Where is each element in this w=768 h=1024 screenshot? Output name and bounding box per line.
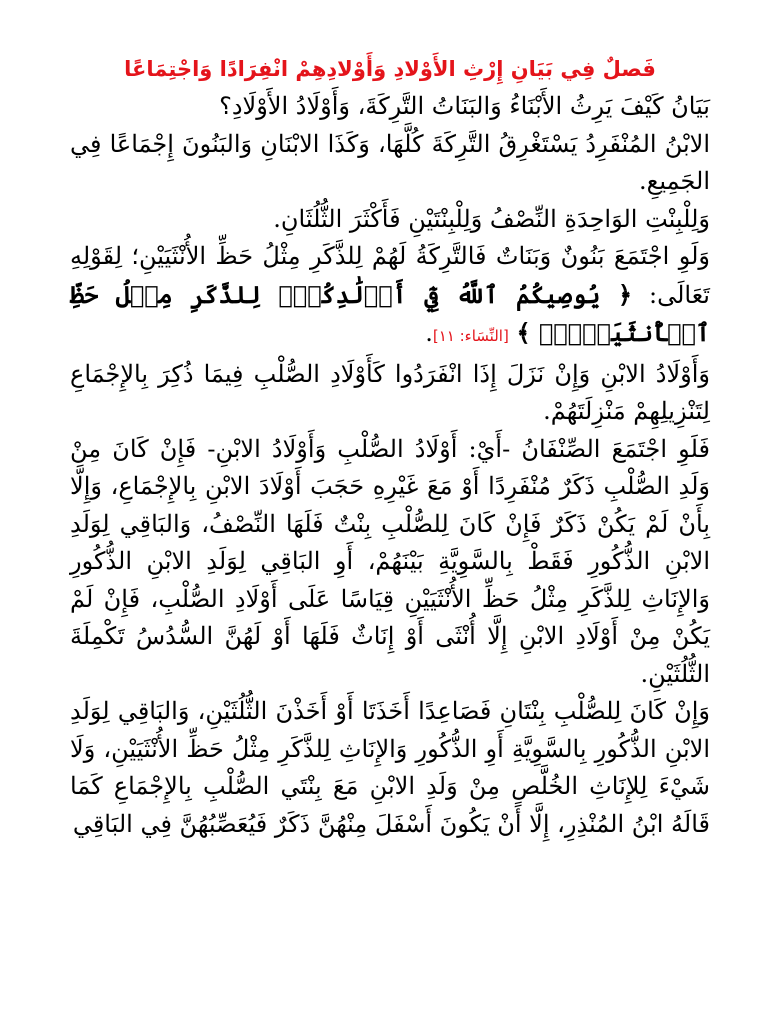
verse-reference: [النِّسَاء: ١١] [432,327,509,345]
paragraph-text: وَلَوِ اجْتَمَعَ بَنُونٌ وَبَنَاتٌ فَالتَّرِكَةُ لَهُمْ لِلذَّكَرِ مِثْلُ حَظِّ الأُنْثَيَيْنِ؛ لِقَوْلِهِ تَعَالَى: [70,242,710,309]
section-title: فَصلٌ فِي بَيَانِ إِرْثِ الأَوْلادِ وَأَوْلادِهِمْ انْفِرَادًا وَاجْتِمَاعًا [124,57,656,81]
document-page [70,52,710,843]
paragraph-both-groups: فَلَوِ اجْتَمَعَ الصِّنْفَانُ -أَيْ: أَوْلَادُ الصُّلْبِ وَأَوْلَادُ الابْنِ- فَإِنْ كَانَ مِنْ وَلَدِ الصُّلْبِ ذَكَرٌ مُنْفَرِدًا أَوْ مَعَ غَيْرِهِ حَجَبَ أَوْلَادَ الابْنِ بِالإِجْمَاعِ، وَإِلَّا بِأَنْ لَمْ يَكُنْ ذَكَرٌ فَإِنْ كَانَ لِلصُّلْبِ بِنْتٌ فَلَهَا النِّصْفُ، وَالبَاقِي لِوَلَدِ الابْنِ الذُّكُورِ فَقَطْ بِالسَّوِيَّةِ بَيْنَهُمْ، أَوِ البَاقِي لِوَلَدِ الابْنِ الذُّكُورِ وَالإِنَاثِ لِلذَّكَرِ مِثْلُ حَظِّ الأُنْثَيَيْنِ قِيَاسًا عَلَى أَوْلَادِ الصُّلْبِ، فَإِنْ لَمْ يَكُنْ مِنْ أَوْلَادِ الابْنِ إِلَّا أُنْثَى أَوْ إِنَاثٌ فَلَهَا أَوْ لَهُنَّ السُّدُسُ تَكْمِلَةَ الثُّلُثَيْنِ. [70,434,710,688]
paragraph-daughters-share: وَلِلْبِنْتِ الوَاحِدَةِ النِّصْفُ وَلِلْبِنْتَيْنِ فَأَكْثَرَ الثُّلُثَانِ. [273,204,710,233]
paragraph-grandchildren: وَأَوْلَادُ الابْنِ وَإِنْ نَزَلَ إِذَا انْفَرَدُوا كَأَوْلَادِ الصُّلْبِ فِيمَا ذُكِرَ بِالإِجْمَاعِ لِتَنْزِيلِهِمْ مَنْزِلَتَهُمْ. [70,359,710,425]
paragraph-two-daughters: وَإِنْ كَانَ لِلصُّلْبِ بِنْتَانِ فَصَاعِدًا أَخَذَتَا أَوْ أَخَذْنَ الثُّلُثَيْنِ، وَالبَاقِي لِوَلَدِ الابْنِ الذُّكُورِ بِالسَّوِيَّةِ أَوِ الذُّكُورِ وَالإِنَاثِ لِلذَّكَرِ مِثْلُ حَظِّ الأُنْثَيَيْنِ، وَلَا شَيْءَ لِلإِنَاثِ الخُلَّصِ مِنْ وَلَدِ الابْنِ مَعَ بِنْتَي الصُّلْبِ بِالإِجْمَاعِ كَمَا قَالَهُ ابْنُ المُنْذِرِ، إِلَّا أَنْ يَكُونَ أَسْفَلَ مِنْهُنَّ ذَكَرٌ فَيُعَصِّبُهُنَّ فِي البَاقِي [70,697,710,838]
paragraph-sons-inheritance: الابْنُ المُنْفَرِدُ يَسْتَغْرِقُ التَّرِكَةَ كُلَّهَا، وَكَذَا الابْنَانِ وَالبَنُونَ إِجْمَاعًا فِي الجَمِيعِ. [70,129,710,195]
paragraph-sons-and-daughters [70,238,710,356]
paragraph-question: بَيَانُ كَيْفَ يَرِثُ الأَبْنَاءُ وَالبَنَاتُ التَّرِكَةَ، وَأَوْلَادُ الأَوْلَادِ؟ [219,92,710,120]
paragraph-end-mark: . [425,319,433,347]
quran-verse: ﴿ يُوصِيكُمُ ٱللَّهُ فِيٓ أَوۡلَٰدِكُمۡۖ لِلذَّكَرِ مِثۡلُ حَظِّ ٱلۡأُنثَيَيۡنِۚ ﴾ [70,279,710,347]
